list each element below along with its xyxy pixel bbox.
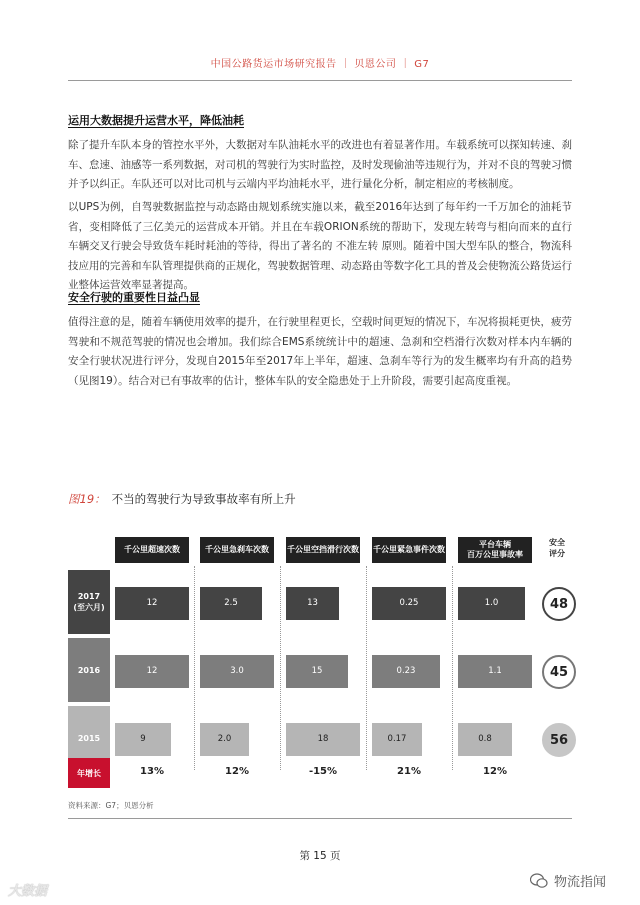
data-bar: 2.5	[200, 587, 262, 620]
growth-value: 13%	[140, 766, 164, 777]
data-bar: 3.0	[200, 655, 274, 688]
paragraph-fuel-1: 除了提升车队本身的管控水平外，大数据对车队油耗水平的改进也有着显著作用。车载系统可以探知转速、刹车、怠速、油感等一系列数据，对司机的驾驶行为实时监控，及时发现偷油等违规行为，并对不良的驾驶习惯并予以纠正。车队还可以对比司机与云端内平均油耗水平，进行量化分析，制定相应的考核制度。	[68, 139, 572, 190]
watermark-left: 大数据	[8, 884, 48, 899]
figure-source: 资料来源：G7；贝恩分析	[68, 801, 154, 810]
safety-score: 56	[542, 723, 576, 757]
watermark-right	[530, 871, 606, 890]
section-title-safety: 安全行驶的重要性日益凸显	[68, 291, 200, 304]
watermark-right-text: 物流指闻	[554, 875, 607, 890]
growth-value: 12%	[483, 766, 507, 777]
data-bar: 1.0	[458, 587, 525, 620]
data-bar: 2.0	[200, 723, 249, 756]
data-bar: 0.23	[372, 655, 440, 688]
data-bar: 12	[115, 655, 189, 688]
data-bar: 12	[115, 587, 189, 620]
data-bar: 15	[286, 655, 348, 688]
column-header: 千公里紧急事件次数	[372, 537, 446, 563]
column-header: 平台车辆 百万公里事故率	[458, 537, 532, 563]
column-header: 千公里空挡滑行次数	[286, 537, 360, 563]
column-divider	[194, 566, 195, 770]
data-bar: 1.1	[458, 655, 532, 688]
growth-value: -15%	[308, 766, 338, 777]
figure-title	[68, 491, 296, 507]
section-title-fuel: 运用大数据提升运营水平，降低油耗	[68, 114, 244, 127]
growth-label: 年增长	[68, 758, 110, 788]
row-label: 2015	[68, 706, 110, 770]
figure-caption: 不当的驾驶行为导致事故率有所上升	[111, 492, 296, 506]
column-divider	[452, 566, 453, 770]
figure-label: 图19：	[68, 492, 106, 506]
data-bar: 0.17	[372, 723, 422, 756]
page-number: 第 15 页	[299, 850, 341, 862]
column-divider	[366, 566, 367, 770]
report-header: 中国公路货运市场研究报告 ｜ 贝恩公司 ｜ G7	[210, 59, 430, 70]
column-header: 千公里急刹车次数	[200, 537, 274, 563]
growth-value: 21%	[397, 766, 421, 777]
row-label: 2017 (至六月)	[68, 570, 110, 634]
paragraph-fuel-2: 以UPS为例，自驾驶数据监控与动态路由规划系统实施以来，截至2016年达到了每年约一千万加仑的油耗节省，变相降低了三亿美元的运营成本开销。并且在车载ORION系统的帮助下，发现左转弯与相向而来的直行车辆交叉行驶会导致货车耗时耗油的等待，得出了著名的 不准左转 原则。随着中国大型车队的整合，物流科技应用的完善和车队管理提供商的正规化，驾驶数据管理、动态路由等数字化工具的普及会使物流公路货运行业整体运营效率显著提高。	[68, 201, 572, 291]
data-bar: 13	[286, 587, 339, 620]
column-header: 千公里超速次数	[115, 537, 189, 563]
safety-score: 48	[542, 587, 576, 621]
data-bar: 18	[286, 723, 360, 756]
score-header: 安全 评分	[549, 538, 565, 558]
row-label: 2016	[68, 638, 110, 702]
column-divider	[280, 566, 281, 770]
data-bar: 9	[115, 723, 171, 756]
safety-score: 45	[542, 655, 576, 689]
footer-divider	[68, 818, 572, 819]
paragraph-safety: 值得注意的是，随着车辆使用效率的提升，在行驶里程更长，空载时间更短的情况下，车况将损耗更快，疲劳驾驶和不规范驾驶的情况也会增加。我们综合EMS系统统计中的超速、急刹和空档滑行次数对样本内车辆的安全行驶状况进行评分，发现自2015年至2017年上半年，超速、急刹车等行为的发生概率均有升高的趋势（见图19）。结合对已有事故率的估计，整体车队的安全隐患处于上升阶段，需要引起高度重视。	[68, 316, 572, 387]
header-divider	[68, 80, 572, 81]
data-bar: 0.8	[458, 723, 512, 756]
data-bar: 0.25	[372, 587, 446, 620]
wechat-icon	[530, 873, 548, 889]
growth-value: 12%	[225, 766, 249, 777]
